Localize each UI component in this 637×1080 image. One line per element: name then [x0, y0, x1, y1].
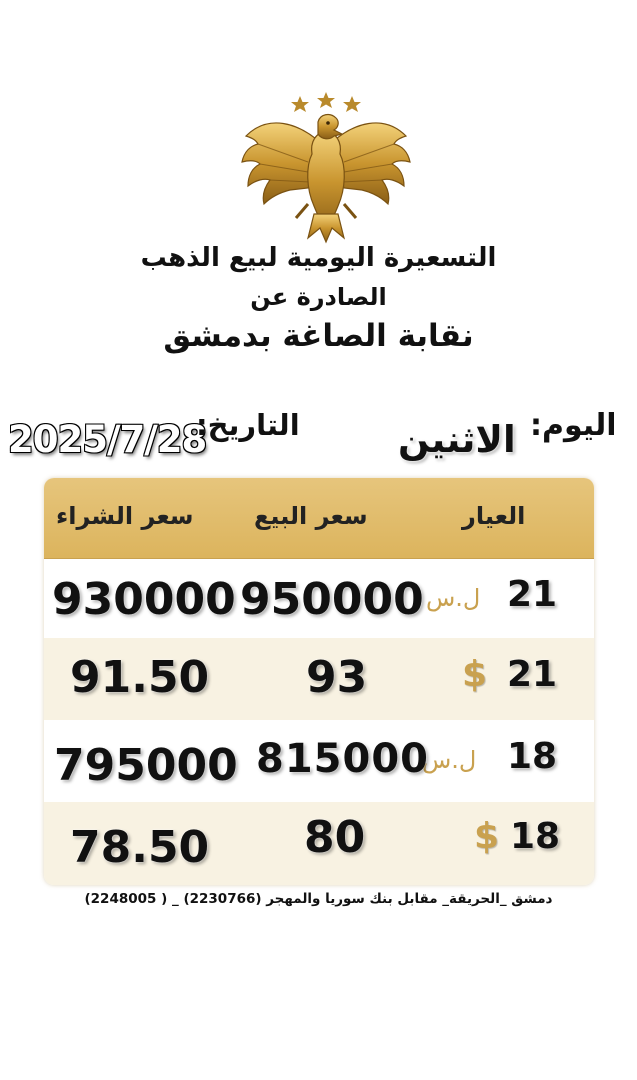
row-buy-price: 78.50: [70, 822, 210, 873]
footer-address: دمشق _الحريقة_ مقابل بنك سوريا والمهجر (2230766) _ ( 2248005): [84, 891, 553, 907]
date-value: 2025/7/28: [8, 418, 207, 461]
title-line-1: التسعيرة اليومية لبيع الذهب: [140, 243, 497, 273]
table-row: [44, 560, 594, 638]
header-sell-price: سعر البيع: [254, 502, 368, 530]
row-karat: 18: [507, 736, 558, 777]
currency-dollar: $: [462, 654, 488, 695]
row-buy-price: 795000: [54, 740, 238, 791]
table-row: [44, 638, 594, 720]
day-value: الاثنين: [398, 418, 516, 461]
table-row: [44, 720, 594, 802]
table-header: [44, 478, 594, 559]
date-label: التاريخ:: [196, 408, 300, 442]
row-sell-price: 80: [304, 812, 366, 863]
day-label: اليوم:: [530, 408, 617, 443]
row-sell-price: 950000: [240, 574, 424, 625]
currency-lira: ل.س: [426, 584, 481, 612]
row-sell-price: 815000: [256, 736, 429, 782]
star-icon: [291, 92, 361, 112]
currency-lira: ل.س: [422, 746, 477, 774]
title-line-3: نقابة الصاغة بدمشق: [163, 318, 474, 354]
table-row: [44, 802, 594, 885]
price-table: [44, 478, 594, 885]
row-karat: 21: [507, 654, 558, 695]
header-karat: العيار: [462, 502, 526, 530]
header-buy-price: سعر الشراء: [56, 502, 194, 530]
currency-dollar: $: [474, 816, 500, 857]
row-sell-price: 93: [306, 652, 368, 703]
row-buy-price: 930000: [52, 574, 236, 625]
title-line-2: الصادرة عن: [250, 283, 387, 311]
row-buy-price: 91.50: [70, 652, 210, 703]
row-karat: 18: [510, 816, 561, 857]
row-karat: 21: [507, 574, 558, 615]
eagle-emblem-icon: [238, 92, 414, 244]
